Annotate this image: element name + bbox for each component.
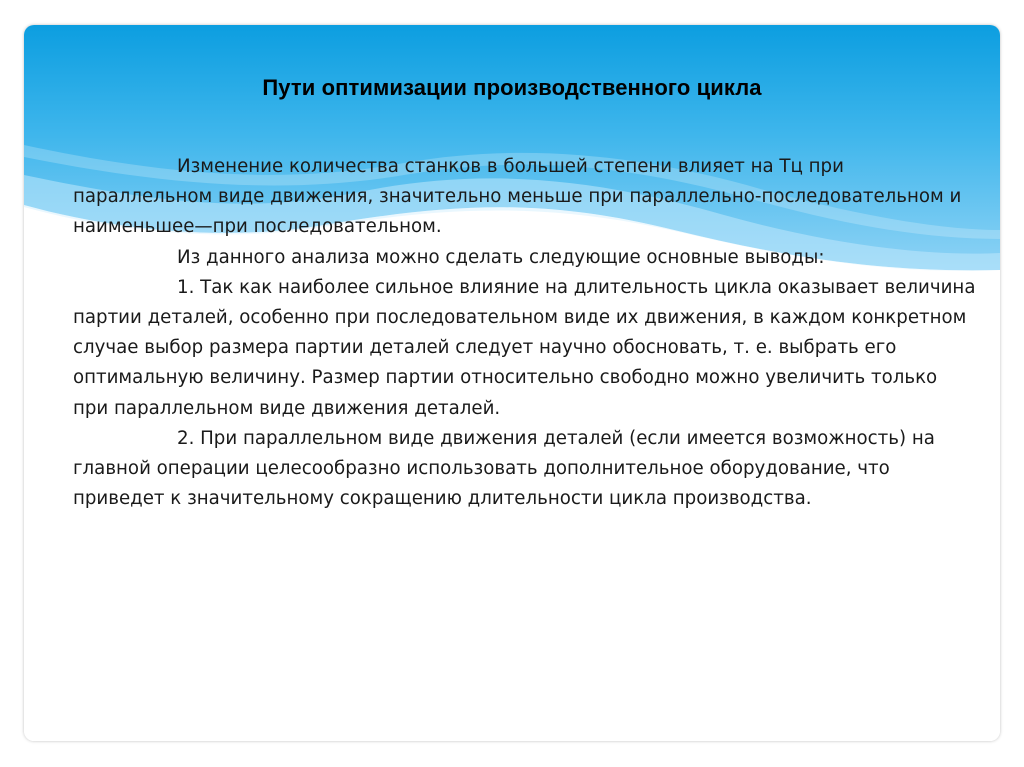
- paragraph: 2. При параллельном виде движения деталей (если имеется возможность) на главной операции целесообразно использовать дополнительное оборудование, что приведет к значительному сокращению длительности цикла производства.: [73, 427, 935, 510]
- slide-title: Пути оптимизации производственного цикла: [262, 75, 762, 100]
- paragraph: 1. Так как наиболее сильное влияние на длительность цикла оказывает величина партии деталей, особенно при последовательном виде их движения, в каждом конкретном случае выбор размера партии деталей следует научно обосновать, т. е. выбрать его оптимальную величину. Размер партии относительно свободно можно увеличить только при параллельном виде движения деталей.: [73, 276, 976, 419]
- paragraph: Из данного анализа можно сделать следующие основные выводы:: [177, 246, 825, 268]
- slide-body: [73, 152, 978, 514]
- paragraph: Изменение количества станков в большей степени влияет на Тц при параллельном виде движения, значительно меньше при параллельно-последовательном и наименьшее—при последовательном.: [73, 156, 962, 238]
- slide: [24, 25, 1000, 741]
